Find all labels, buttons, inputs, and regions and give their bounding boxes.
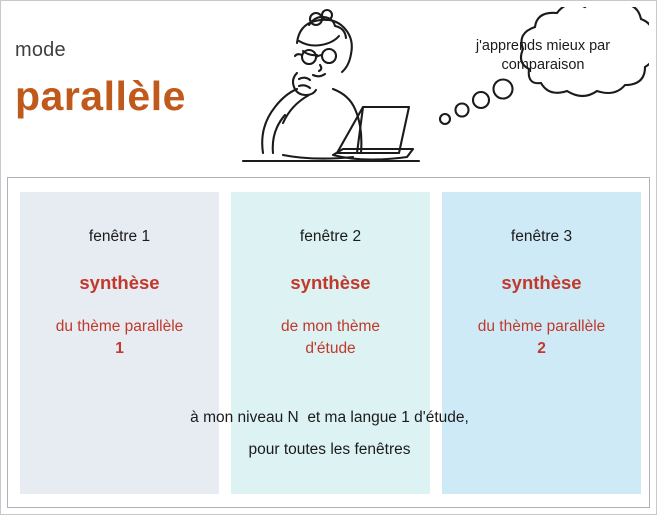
window-theme-line2-1: 1 [115,340,124,357]
window-theme-2 [231,316,430,360]
thought-bubble-text: j'apprends mieux par comparaison [475,38,611,73]
window-heading-3: synthèse [501,272,582,293]
person-at-laptop-icon [213,3,433,173]
panel-footer [20,402,639,466]
footer-line-1: à mon niveau N et ma langue 1 d'étude, [190,409,469,426]
page-title: parallèle [15,73,186,119]
window-theme-line2-3: 2 [537,340,546,357]
window-heading-2: synthèse [290,272,371,293]
windows-panel [7,177,650,508]
mode-label: mode [15,39,66,61]
window-theme-1 [20,316,219,360]
window-theme-line2-2: d'étude [305,340,356,357]
window-theme-line1-2: de mon thème [280,318,381,335]
window-theme-line1-1: du thème parallèle [55,318,184,335]
footer-line-2: pour toutes les fenêtres [248,441,411,458]
window-label-1: fenêtre 1 [88,228,151,245]
window-theme-3 [442,316,641,360]
window-label-2: fenêtre 2 [299,228,362,245]
window-theme-line1-3: du thème parallèle [477,318,606,335]
window-heading-1: synthèse [79,272,160,293]
window-label-3: fenêtre 3 [510,228,573,245]
